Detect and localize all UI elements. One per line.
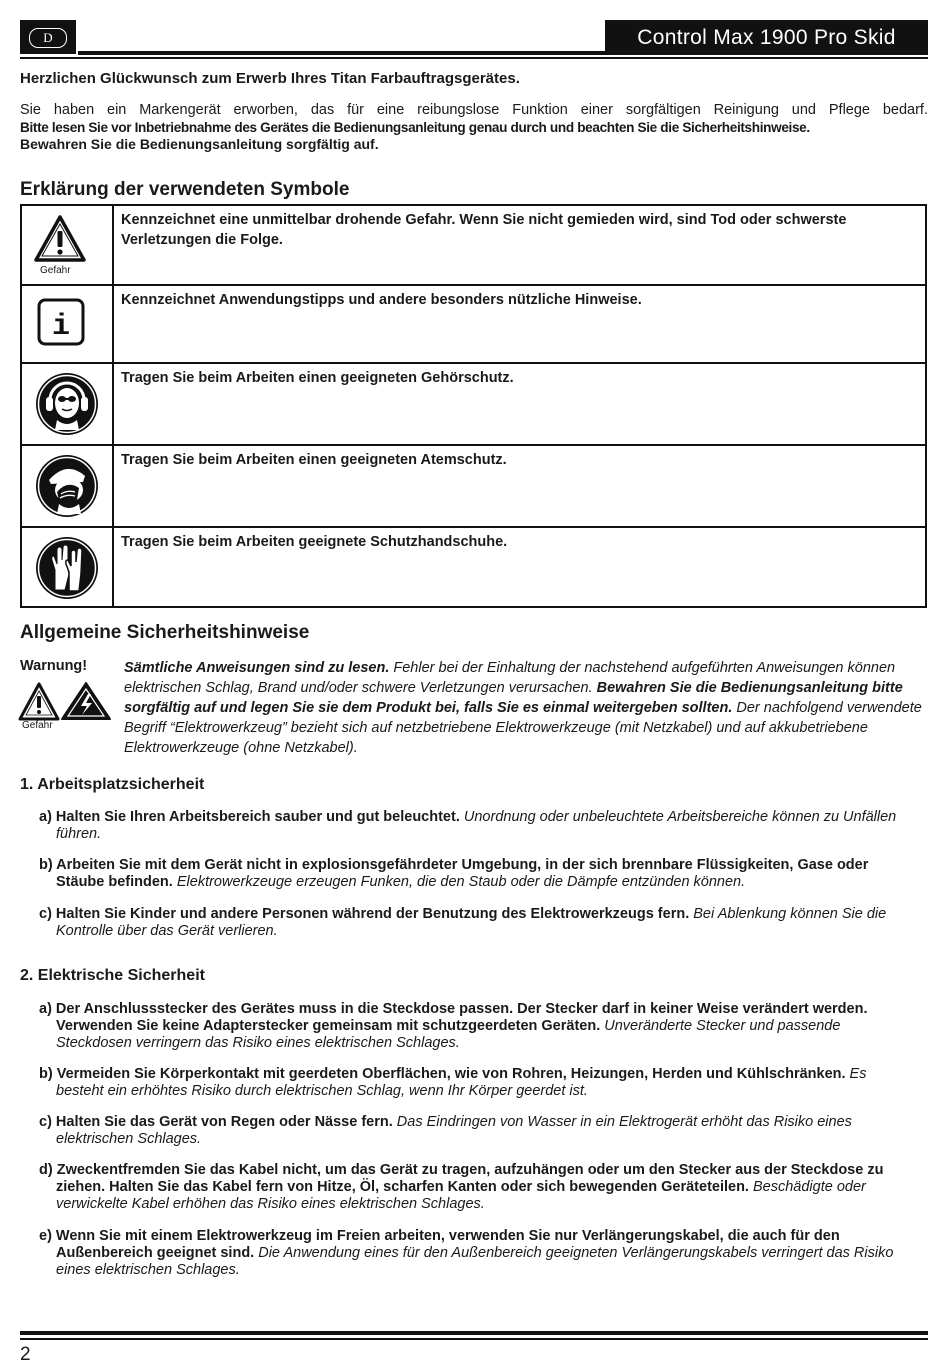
language-badge — [20, 20, 76, 54]
warning-label: Warnung! — [20, 658, 88, 674]
page-number: 2 — [20, 1344, 31, 1365]
section-2-heading: 2. Elektrische Sicherheit — [20, 967, 205, 984]
symbol-row-gloves — [21, 527, 926, 607]
general-safety-heading: Allgemeine Sicherheitshinweise — [20, 622, 310, 643]
document-title: Control Max 1900 Pro Skid — [605, 20, 928, 55]
warning-text-2: Der nachfolgend verwendete Begriff “Elektrowerkzeug” bezieht sich auf netzbetriebene Elektrowerkzeuge (mit Netzkabel) und auf akkubetriebene Elektrowerkzeuge (ohne Netzkabel). — [124, 700, 922, 756]
symbol-row-respiratory — [21, 445, 926, 527]
header-rule — [78, 51, 606, 55]
warning-bold-1: Sämtliche Anweisungen sind zu lesen. — [124, 660, 390, 676]
intro-text — [20, 102, 928, 153]
symbols-heading: Erklärung der verwendeten Symbole — [20, 179, 350, 200]
symbol-description: Tragen Sie beim Arbeiten einen geeigneten Gehörschutz. — [113, 363, 926, 445]
section-2-item-e: e) Wenn Sie mit einem Elektrowerkzeug im Freien arbeiten, verwenden Sie nur Verlängerungskabel, die auch für den Außenbereich geeignet sind. Die Anwendung eines für den Außenbereich geeigneten Verlängerungskabels verringert das Risiko eines elektrischen Schlages. — [39, 1228, 894, 1278]
section-2-item-a: a) Der Anschlussstecker des Gerätes muss in die Steckdose passen. Der Stecker darf in keiner Weise verändert werden. Verwenden Sie keine Adapterstecker gemeinsam mit schutzgeerdeten Geräten. Unveränderte Stecker und passende Steckdosen verringern das Risiko eines elektrischen Schlages. — [39, 1001, 868, 1051]
symbol-row-danger — [21, 205, 926, 285]
svg-text:i: i — [51, 310, 71, 344]
footer-divider — [20, 1338, 928, 1340]
section-1-heading: 1. Arbeitsplatzsicherheit — [20, 776, 205, 793]
warning-icon-label: Gefahr — [22, 720, 53, 731]
symbols-table — [20, 204, 927, 608]
gloves-icon — [35, 536, 99, 605]
symbol-description: Kennzeichnet eine unmittelbar drohende Gefahr. Wenn Sie nicht gemieden wird, sind Tod oder schwerste Verletzungen die Folge. — [113, 205, 926, 285]
symbol-description: Tragen Sie beim Arbeiten geeignete Schutzhandschuhe. — [113, 527, 926, 607]
symbol-cell — [21, 205, 113, 285]
section-1-item-c: c) Halten Sie Kinder und andere Personen während der Benutzung des Elektrowerkzeugs fern. Bei Ablenkung können Sie die Kontrolle über das Gerät verlieren. — [39, 906, 887, 939]
symbol-cell — [21, 445, 113, 527]
language-label: D — [29, 28, 67, 48]
hearing-protection-icon — [35, 372, 99, 441]
warning-triangle-icon — [20, 684, 58, 719]
symbol-cell — [21, 285, 113, 363]
symbol-row-hearing — [21, 363, 926, 445]
symbol-cell — [21, 527, 113, 607]
intro-heading: Herzlichen Glückwunsch zum Erwerb Ihres Titan Farbauftragsgerätes. — [20, 70, 520, 87]
section-1-item-a: a) Halten Sie Ihren Arbeitsbereich sauber und gut beleuchtet. Unordnung oder unbeleuchtete Arbeitsbereiche können zu Unfällen führen. — [39, 809, 897, 842]
info-icon — [36, 297, 86, 352]
symbol-description: Kennzeichnet Anwendungstipps und andere besonders nützliche Hinweise. — [113, 285, 926, 363]
intro-para-3: Bewahren Sie die Bedienungsanleitung sorgfältig auf. — [20, 136, 379, 152]
warning-bold-2: Bewahren Sie die Bedienungsanleitung bitte sorgfältig auf und legen Sie sie dem Produkt bei, falls Sie es einmal weitergeben sollten. — [124, 680, 903, 716]
intro-para-2: Bitte lesen Sie vor Inbetriebnahme des Gerätes die Bedienungsanleitung genau durch und beachten Sie die Sicherheitshinweise. — [20, 120, 810, 135]
section-2-item-d: d) Zweckentfremden Sie das Kabel nicht, um das Gerät zu tragen, aufzuhängen oder um den Stecker aus der Steckdose zu ziehen. Halten Sie das Kabel fern von Hitze, Öl, scharfen Kanten oder sich bewegenden Geräteteilen. Beschädigte oder verwickelte Kabel erhöhen das Risiko eines elektrischen Schlages. — [39, 1162, 884, 1212]
warning-triangle-icon — [33, 214, 87, 269]
warning-text — [124, 658, 928, 758]
symbol-cell — [21, 363, 113, 445]
footer-rule — [20, 1331, 928, 1335]
section-1-item-b: b) Arbeiten Sie mit dem Gerät nicht in explosionsgefährdeter Umgebung, in der sich brennbare Flüssigkeiten, Gase oder Stäube befinden. Elektrowerkzeuge erzeugen Funken, die den Staub oder die Dämpfe entzünden können. — [39, 857, 869, 890]
section-2-item-c: c) Halten Sie das Gerät von Regen oder Nässe fern. Das Eindringen von Wasser in ein Elektrogerät erhöht das Risiko eines elektrischen Schlages. — [39, 1114, 852, 1147]
respirator-icon — [35, 454, 99, 523]
symbol-description: Tragen Sie beim Arbeiten einen geeigneten Atemschutz. — [113, 445, 926, 527]
symbol-row-info — [21, 285, 926, 363]
section-2-item-b: b) Vermeiden Sie Körperkontakt mit geerdeten Oberflächen, wie von Rohren, Heizungen, Herden und Kühlschränken. Es besteht ein erhöhtes Risiko durch elektrischen Schlag, wenn Ihr Körper geerdet ist. — [39, 1066, 867, 1099]
warning-text-1: Fehler bei der Einhaltung der nachstehend aufgeführten Anweisungen können elektrischen Schlag, Brand und/oder schwere Verletzungen verursachen. — [124, 660, 896, 696]
header-divider — [20, 57, 928, 59]
electric-hazard-icon — [62, 683, 110, 719]
danger-icon-label: Gefahr — [40, 265, 71, 276]
intro-para-1: Sie haben ein Markengerät erworben, das für eine reibungslose Funktion einer sorgfältigen Reinigung und Pflege bedarf. — [20, 102, 928, 118]
